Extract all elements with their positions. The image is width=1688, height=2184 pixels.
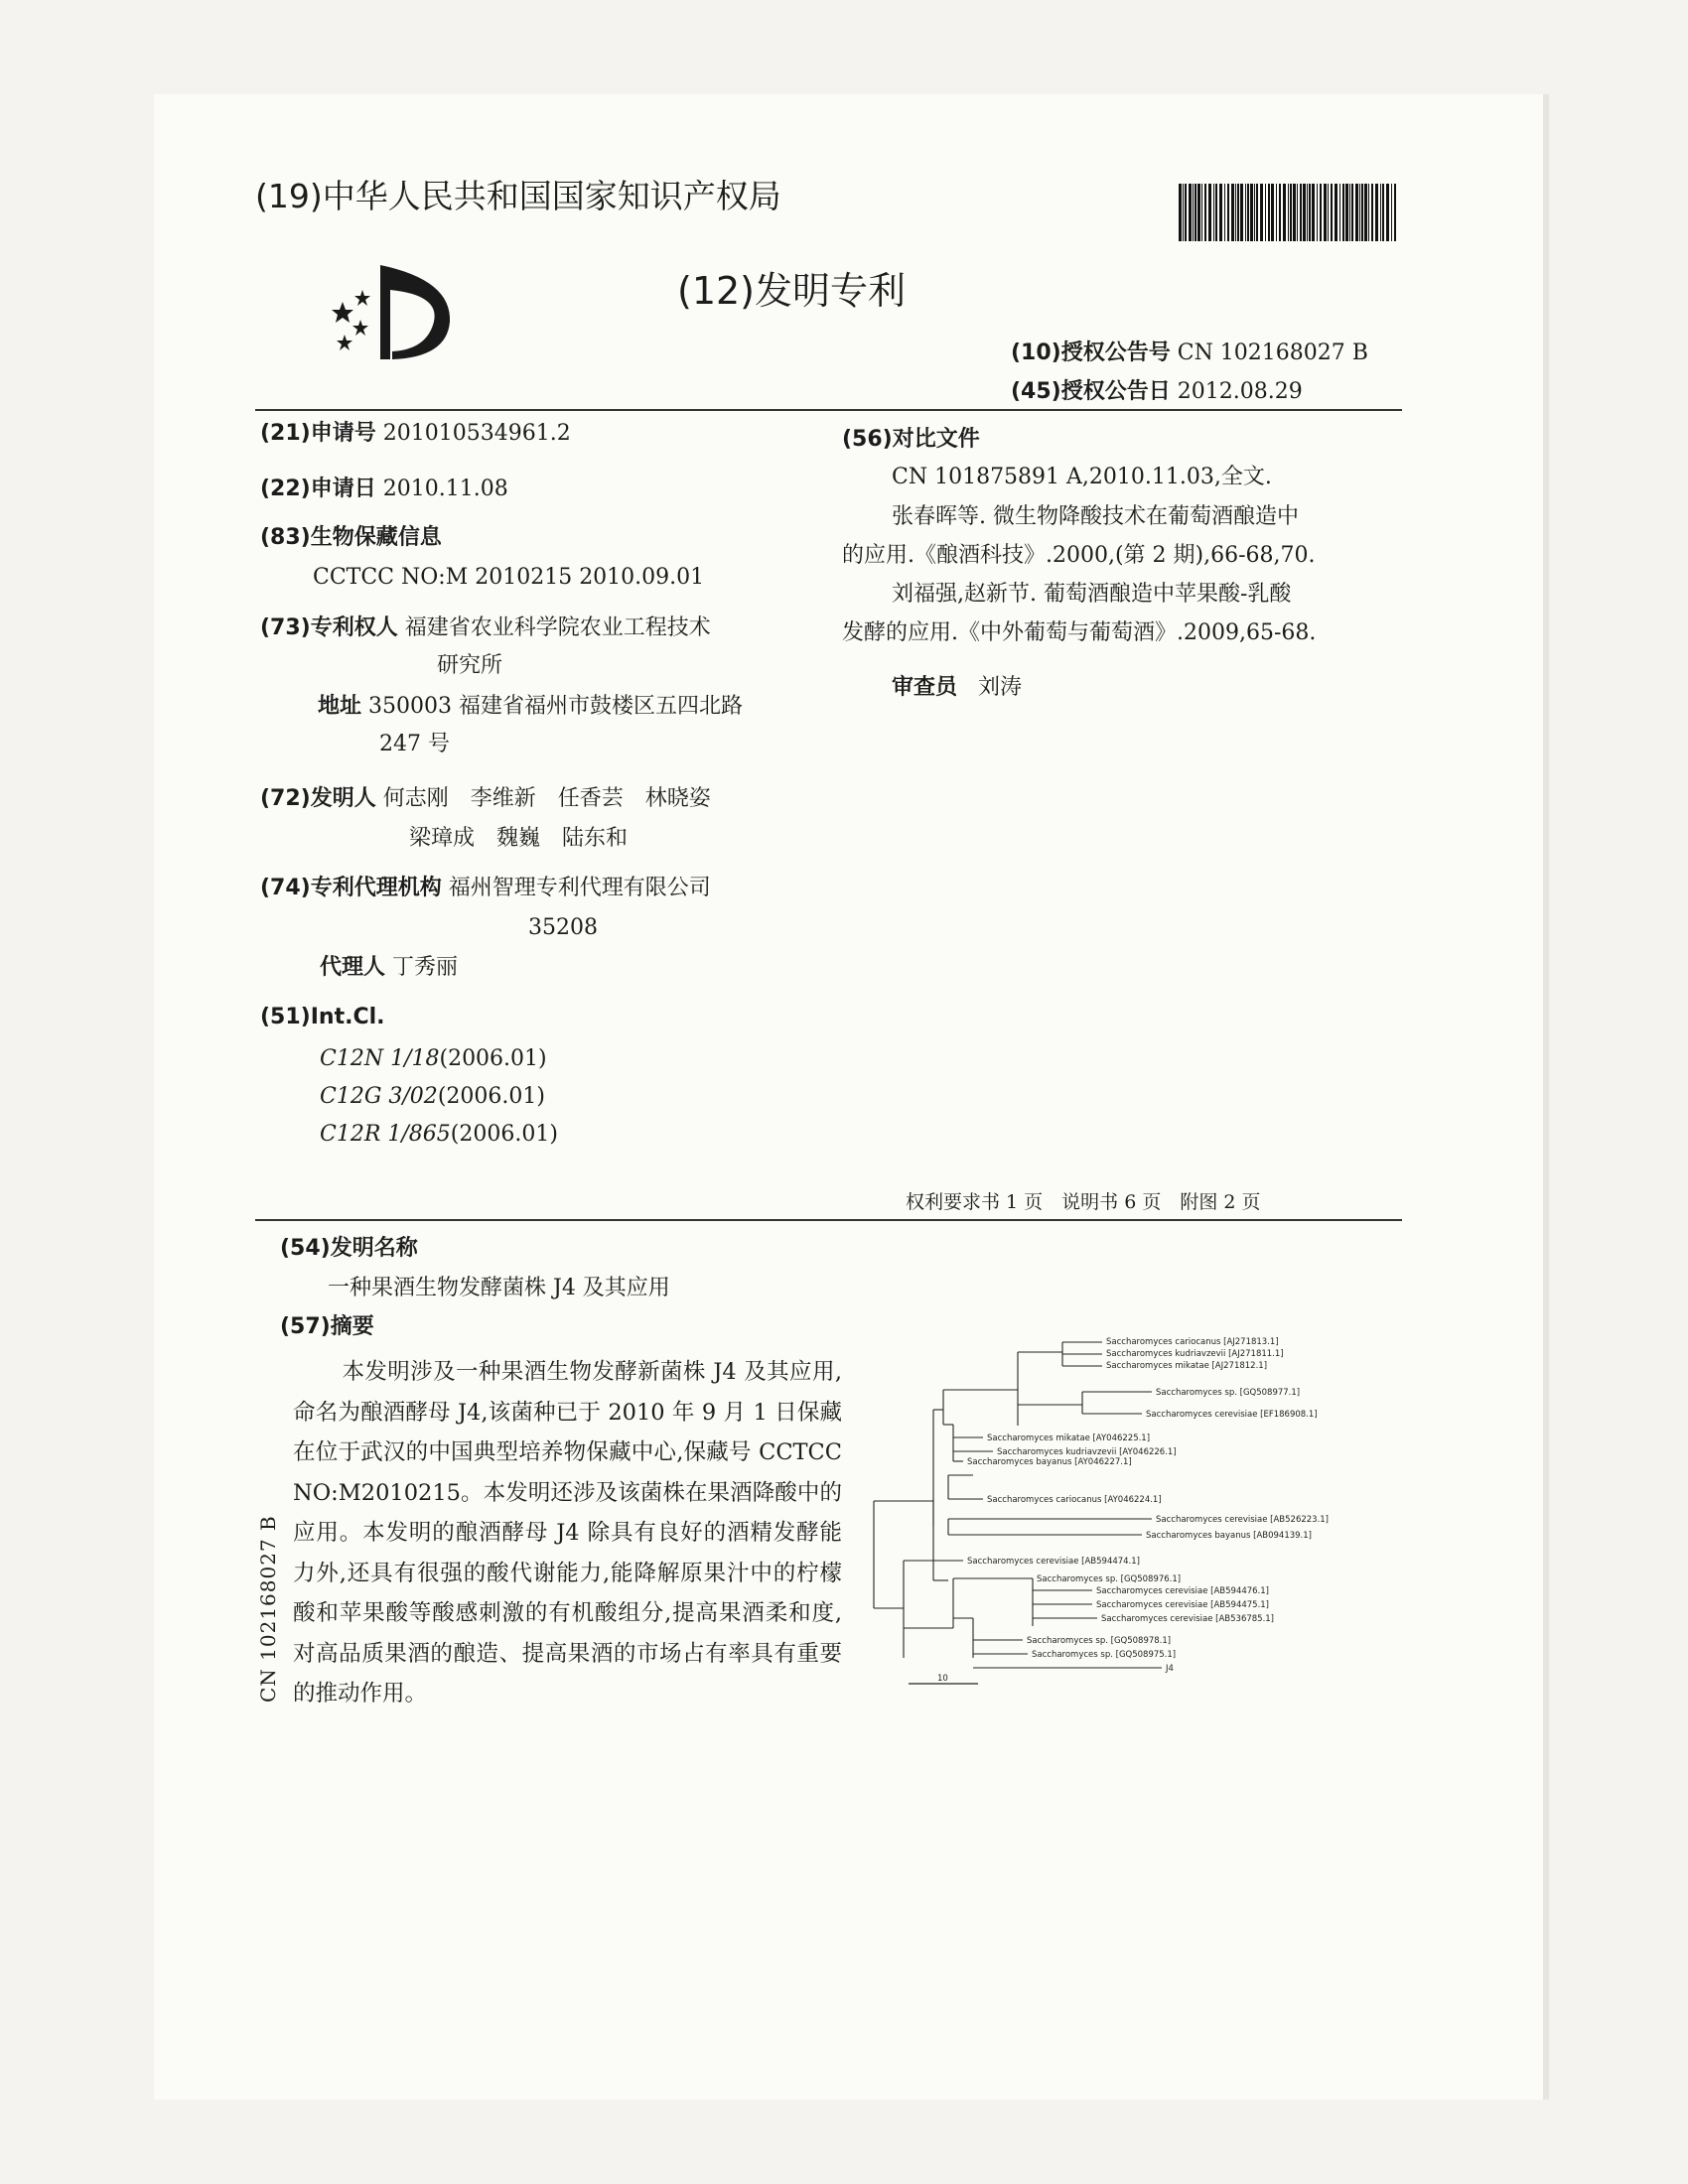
reference-line: 的应用.《酿酒科技》.2000,(第 2 期),66-68,70. xyxy=(842,543,1316,568)
document-type: (12)发明专利 xyxy=(677,269,907,313)
agency-line-2: 35208 xyxy=(528,915,598,940)
reference-line: 发酵的应用.《中外葡萄与葡萄酒》.2009,65-68. xyxy=(842,620,1317,645)
intcl-item xyxy=(320,1120,558,1150)
barcode-bar xyxy=(1345,184,1348,241)
barcode-bar xyxy=(1271,184,1274,241)
pub-date-label: (45)授权公告日 xyxy=(1011,379,1171,404)
barcode-bar xyxy=(1179,184,1182,241)
agent-label: 代理人 xyxy=(320,955,386,980)
barcode xyxy=(1177,184,1400,241)
agent-row xyxy=(320,953,458,983)
barcode-bar xyxy=(1183,184,1184,241)
agency-label: (74)专利代理机构 xyxy=(260,876,442,900)
office-header: (19)中华人民共和国国家知识产权局 xyxy=(255,177,781,215)
tree-leaf-label: Saccharomyces cariocanus [AY046224.1] xyxy=(987,1495,1162,1505)
barcode-bar xyxy=(1235,184,1236,241)
barcode-bar xyxy=(1227,184,1229,241)
barcode-bar xyxy=(1349,184,1350,241)
pub-date: 2012.08.29 xyxy=(1177,379,1303,404)
tree-leaf-label: Saccharomyces kudriavzevii [AY046226.1] xyxy=(997,1447,1177,1457)
inventors-row xyxy=(260,784,711,814)
barcode-bar xyxy=(1185,184,1187,241)
address-row xyxy=(318,692,743,722)
barcode-bar xyxy=(1254,184,1255,241)
patentee-row xyxy=(260,614,711,643)
address-line-2: 247 号 xyxy=(379,732,450,756)
intcl-item xyxy=(320,1082,545,1112)
barcode-bar xyxy=(1364,184,1367,241)
tree-leaf-label: Saccharomyces cerevisiae [AB594474.1] xyxy=(967,1557,1140,1567)
reference-line: 张春晖等. 微生物降酸技术在葡萄酒酿造中 xyxy=(892,504,1299,529)
intcl-code: C12G 3/02 xyxy=(320,1084,438,1109)
app-number: 201010534961.2 xyxy=(382,421,571,446)
tree-leaf-label: Saccharomyces cerevisiae [AB594476.1] xyxy=(1096,1586,1269,1596)
barcode-bar xyxy=(1371,184,1373,241)
barcode-bar xyxy=(1224,184,1225,241)
barcode-bar xyxy=(1204,184,1206,241)
invention-title: 一种果酒生物发酵菌株 J4 及其应用 xyxy=(328,1276,670,1300)
agency-row xyxy=(260,874,711,903)
intcl-code: C12N 1/18 xyxy=(320,1046,440,1071)
barcode-bar xyxy=(1268,184,1270,241)
examiner-label: 审查员 xyxy=(892,675,958,700)
refs-label xyxy=(842,425,980,455)
barcode-bar xyxy=(1368,184,1369,241)
barcode-bar xyxy=(1290,184,1292,241)
pub-date-line xyxy=(1011,374,1303,405)
intcl-label-text: (51)Int.Cl. xyxy=(260,1005,385,1029)
agency-line-1: 福州智理专利代理有限公司 xyxy=(448,876,711,900)
phylogenetic-tree xyxy=(864,1330,1390,1688)
reference-line: CN 101875891 A,2010.11.03,全文. xyxy=(892,465,1272,489)
abstract-label-text: (57)摘要 xyxy=(280,1314,374,1339)
barcode-bar xyxy=(1250,184,1253,241)
barcode-bar xyxy=(1256,184,1258,241)
barcode-bar xyxy=(1245,184,1246,241)
barcode-bar xyxy=(1283,184,1286,241)
barcode-bar xyxy=(1303,184,1306,241)
pub-number-line xyxy=(1011,336,1368,366)
title-label-text: (54)发明名称 xyxy=(280,1236,418,1261)
barcode-bar xyxy=(1197,184,1200,241)
title-label xyxy=(280,1234,418,1264)
barcode-bar xyxy=(1279,184,1281,241)
address-label: 地址 xyxy=(318,694,362,719)
agent-name: 丁秀丽 xyxy=(392,955,459,980)
tree-leaf-label: Saccharomyces sp. [GQ508976.1] xyxy=(1037,1574,1182,1584)
deposit-label-text: (83)生物保藏信息 xyxy=(260,525,442,550)
barcode-bar xyxy=(1195,184,1196,241)
refs-label-text: (56)对比文件 xyxy=(842,427,980,452)
tree-scale-label: 10 xyxy=(937,1674,948,1684)
reference-line: 刘福强,赵新节. 葡萄酒酿造中苹果酸-乳酸 xyxy=(892,582,1292,607)
tree-leaf-label: Saccharomyces kudriavzevii [AJ271811.1] xyxy=(1106,1349,1284,1359)
pub-number: CN 102168027 B xyxy=(1177,341,1368,365)
barcode-bar xyxy=(1247,184,1249,241)
barcode-bar xyxy=(1361,184,1363,241)
barcode-bar xyxy=(1288,184,1289,241)
barcode-bar xyxy=(1215,184,1217,241)
intcl-item xyxy=(320,1044,547,1074)
barcode-bar xyxy=(1276,184,1277,241)
side-patent-number: CN 102168027 B xyxy=(256,1515,280,1703)
tree-leaf-label: Saccharomyces bayanus [AB094139.1] xyxy=(1146,1531,1312,1541)
barcode-bar xyxy=(1351,184,1353,241)
barcode-bar xyxy=(1394,184,1396,241)
tree-leaf-label: Saccharomyces cerevisiae [AB526223.1] xyxy=(1156,1515,1329,1525)
patentee-line-2: 研究所 xyxy=(437,653,503,678)
tree-leaf-label: Saccharomyces cerevisiae [EF186908.1] xyxy=(1146,1410,1318,1420)
barcode-bar xyxy=(1208,184,1211,241)
abstract-label xyxy=(280,1312,374,1342)
address-line-1: 350003 福建省福州市鼓楼区五四北路 xyxy=(368,694,743,719)
barcode-bar xyxy=(1342,184,1344,241)
intcl-version: (2006.01) xyxy=(439,1046,547,1071)
barcode-bar xyxy=(1189,184,1192,241)
deposit-info: CCTCC NO:M 2010215 2010.09.01 xyxy=(313,565,705,590)
barcode-bar xyxy=(1219,184,1222,241)
examiner-name: 刘涛 xyxy=(978,675,1023,700)
barcode-bar xyxy=(1324,184,1327,241)
patentee-line-1: 福建省农业科学院农业工程技术 xyxy=(404,615,711,640)
barcode-bar xyxy=(1386,184,1389,241)
tree-leaf-label: Saccharomyces bayanus [AY046227.1] xyxy=(967,1457,1132,1467)
barcode-bar xyxy=(1193,184,1194,241)
tree-leaf-label: Saccharomyces cerevisiae [AB594475.1] xyxy=(1096,1600,1269,1610)
intcl-label xyxy=(260,1003,385,1032)
barcode-bar xyxy=(1237,184,1239,241)
barcode-bar xyxy=(1380,184,1381,241)
barcode-bar xyxy=(1359,184,1360,241)
barcode-bar xyxy=(1231,184,1234,241)
sipo-logo-icon xyxy=(323,260,457,364)
app-number-label: (21)申请号 xyxy=(260,421,376,446)
barcode-bar xyxy=(1391,184,1392,241)
barcode-bar xyxy=(1293,184,1296,241)
barcode-bar xyxy=(1312,184,1315,241)
barcode-bar xyxy=(1320,184,1322,241)
examiner-row xyxy=(892,673,1022,703)
barcode-bar xyxy=(1335,184,1337,241)
barcode-bar xyxy=(1328,184,1329,241)
abstract-text: 本发明涉及一种果酒生物发酵新菌株 J4 及其应用,命名为酿酒酵母 J4,该菌种已于 2010 年 9 月 1 日保藏在位于武汉的中国典型培养物保藏中心,保藏号 CCTCC NO:M2010215。本发明还涉及该菌株在果酒降酸中的应用。本发明的酿酒酵母 J4 除具有良好的酒精发酵能力外,还具有很强的酸代谢能力,能降解原果汁中的柠檬酸和苹果酸等酸感刺激的有机酸组分,提高果酒柔和度,对高品质果酒的酿造、提高果酒的市场占有率具有重要的推动作用。 xyxy=(293,1359,842,1706)
app-date-label: (22)申请日 xyxy=(260,477,376,501)
barcode-bar xyxy=(1260,184,1263,241)
barcode-bar xyxy=(1355,184,1358,241)
inventors-label: (72)发明人 xyxy=(260,786,376,811)
barcode-bar xyxy=(1201,184,1202,241)
app-number-row xyxy=(260,419,571,449)
intcl-version: (2006.01) xyxy=(450,1122,558,1147)
patentee-label: (73)专利权人 xyxy=(260,615,398,640)
barcode-bar xyxy=(1297,184,1298,241)
barcode-bar xyxy=(1309,184,1311,241)
header-rule xyxy=(255,409,1402,411)
pub-number-label: (10)授权公告号 xyxy=(1011,341,1171,365)
barcode-bar xyxy=(1331,184,1333,241)
tree-leaf-label: J4 xyxy=(1166,1664,1174,1674)
section-rule xyxy=(255,1219,1402,1221)
barcode-bar xyxy=(1265,184,1266,241)
tree-leaf-label: Saccharomyces cariocanus [AJ271813.1] xyxy=(1106,1337,1279,1347)
intcl-version: (2006.01) xyxy=(437,1084,545,1109)
tree-leaf-label: Saccharomyces mikatae [AY046225.1] xyxy=(987,1433,1151,1443)
tree-leaf-label: Saccharomyces sp. [GQ508978.1] xyxy=(1027,1636,1172,1646)
app-date: 2010.11.08 xyxy=(382,477,508,501)
app-date-row xyxy=(260,475,508,504)
inventors-line-2: 梁璋成 魏巍 陆东和 xyxy=(409,826,629,851)
tree-leaf-label: Saccharomyces sp. [GQ508977.1] xyxy=(1156,1388,1301,1398)
barcode-bar xyxy=(1317,184,1318,241)
intcl-code: C12R 1/865 xyxy=(320,1122,451,1147)
tree-leaf-label: Saccharomyces sp. [GQ508975.1] xyxy=(1032,1650,1177,1660)
pages-count: 权利要求书 1 页 说明书 6 页 附图 2 页 xyxy=(906,1191,1261,1213)
barcode-bar xyxy=(1375,184,1378,241)
barcode-bar xyxy=(1339,184,1340,241)
barcode-bar xyxy=(1307,184,1308,241)
barcode-bar xyxy=(1213,184,1214,241)
barcode-bar xyxy=(1382,184,1384,241)
barcode-bar xyxy=(1240,184,1243,241)
deposit-label xyxy=(260,523,442,553)
barcode-bar xyxy=(1300,184,1302,241)
tree-leaf-label: Saccharomyces cerevisiae [AB536785.1] xyxy=(1101,1614,1274,1624)
inventors-line-1: 何志刚 李维新 任香芸 林晓姿 xyxy=(382,786,711,811)
tree-leaf-label: Saccharomyces mikatae [AJ271812.1] xyxy=(1106,1361,1268,1371)
